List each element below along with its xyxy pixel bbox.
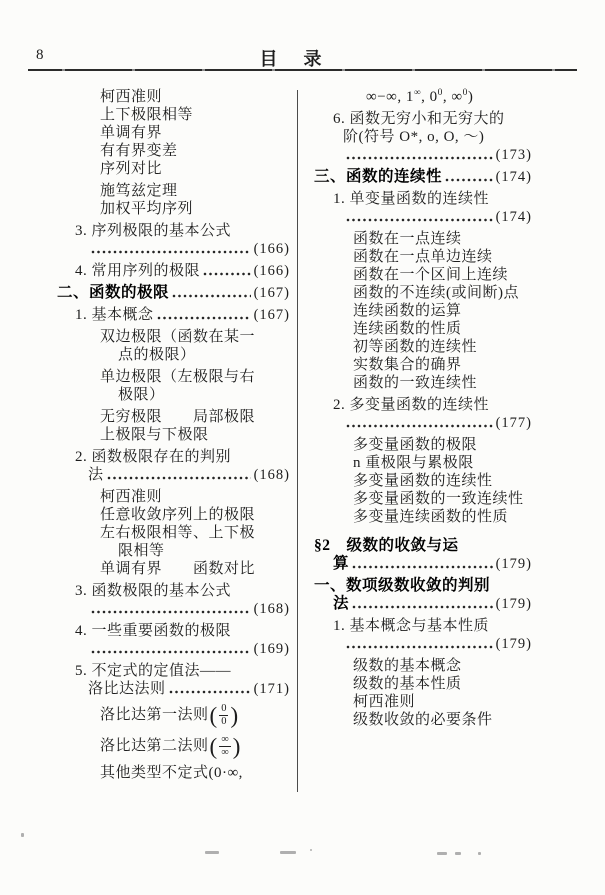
page-title: 目 录 [259, 49, 326, 69]
toc-line: 序列对比 [100, 161, 163, 177]
dot-leader [107, 476, 251, 481]
scan-artifact [455, 852, 461, 855]
header-rule [28, 69, 577, 71]
toc-line: 单边极限（左极限与右 [100, 369, 256, 385]
toc-line: 函数的一致连续性 [353, 375, 478, 391]
toc-line: ∞−∞, 1∞, $0^0$, ∞$^0$) [366, 88, 474, 105]
toc-line: 5. 不定式的定值法—— [75, 663, 232, 679]
toc-line: 洛比达第一法则 ( 0 0 ) [100, 702, 239, 728]
dot-leader [352, 605, 493, 610]
toc-line: 函数在一点连续 [353, 231, 462, 247]
toc-page-ref: (174) [495, 209, 532, 225]
toc-line: 限相等 [118, 543, 165, 559]
toc-line: 极限） [118, 387, 165, 403]
toc-line: 阶(符号 O*, o, O, ～) [343, 129, 485, 145]
toc-line [30, 600, 290, 618]
scan-artifact [310, 849, 312, 851]
toc-line: 6. 函数无穷小和无穷大的 [333, 111, 505, 127]
toc-line: 多变量函数的连续性 [353, 473, 493, 489]
toc-line: 上极限与下极限 [100, 427, 209, 443]
dot-leader [346, 424, 493, 429]
toc-line: 级数收敛的必要条件 [353, 712, 493, 728]
dot-leader [91, 610, 251, 615]
dot-leader [445, 178, 493, 183]
toc-line: 3. 函数极限的基本公式 [75, 583, 232, 599]
dot-leader [346, 645, 493, 650]
toc-page-ref: (168) [253, 467, 290, 483]
toc-column-left [30, 88, 290, 782]
toc-line: 无穷极限 局部极限 [100, 409, 256, 425]
toc-line: 3. 序列极限的基本公式 [75, 223, 232, 239]
toc-page-ref: (174) [495, 169, 532, 185]
toc-line: 函数在一个区间上连续 [353, 267, 509, 283]
toc-line: 任意收敛序列上的极限 [100, 507, 256, 523]
dot-leader [203, 272, 251, 277]
scan-artifact [21, 833, 24, 837]
toc-line: 法 (168) [88, 467, 290, 483]
toc-line [306, 208, 532, 226]
toc-line: 单调有界 [100, 125, 163, 141]
fraction: ( ∞ ∞ ) [209, 733, 241, 759]
toc-page-ref: (169) [253, 641, 290, 657]
toc-line: 施笃兹定理 [100, 183, 178, 199]
toc-line: 4. 常用序列的极限 (166) [75, 263, 290, 279]
toc-line: 多变量函数的一致连续性 [353, 491, 524, 507]
toc-line: 1. 基本概念与基本性质 [333, 618, 490, 634]
toc-line: 加权平均序列 [100, 201, 194, 217]
toc-line: 点的极限） [118, 347, 196, 363]
toc-line: 多变量函数的极限 [353, 437, 478, 453]
dot-leader [352, 565, 493, 570]
toc-page-ref: (167) [253, 307, 290, 323]
toc-line: 实数集合的确界 [353, 357, 462, 373]
toc-column-right [306, 88, 532, 729]
toc-page-ref: (167) [253, 285, 290, 301]
toc-line: 左右极限相等、上下极 [100, 525, 256, 541]
dot-leader [172, 294, 251, 299]
toc-page-ref: (168) [253, 601, 290, 617]
toc-line: 有有界变差 [100, 143, 178, 159]
toc-line: 洛比达第二法则 ( ∞ ∞ ) [100, 733, 241, 759]
toc-line: 函数在一点单边连续 [353, 249, 493, 265]
toc-page-ref: (179) [495, 636, 532, 652]
scan-artifact [437, 852, 447, 855]
scan-artifact [205, 851, 219, 854]
toc-line: 二、函数的极限 (167) [57, 284, 290, 301]
toc-line: §2 级数的收敛与运 [314, 537, 459, 554]
toc-line [30, 640, 290, 658]
toc-line: 单调有界 函数对比 [100, 561, 256, 577]
toc-line: 算 (179) [333, 555, 532, 572]
toc-line: 级数的基本性质 [353, 676, 462, 692]
toc-page-ref: (166) [253, 263, 290, 279]
toc-line: 洛比达法则 (171) [88, 681, 290, 697]
toc-line: 级数的基本概念 [353, 658, 462, 674]
toc-line: 一、数项级数收敛的判别 [314, 577, 491, 594]
toc-page-ref: (179) [495, 596, 532, 612]
toc-line: 1. 单变量函数的连续性 [333, 191, 490, 207]
dot-leader [157, 316, 251, 321]
toc-line: 其他类型不定式(0·∞, [100, 765, 243, 781]
toc-line: 2. 函数极限存在的判别 [75, 449, 232, 465]
toc-line [306, 414, 532, 432]
toc-line: 柯西准则 [100, 489, 163, 505]
column-divider [297, 90, 298, 792]
toc-line: 2. 多变量函数的连续性 [333, 397, 490, 413]
scan-artifact [478, 852, 481, 855]
toc-line: 函数的不连续(或间断)点 [353, 285, 519, 301]
dot-leader [346, 218, 493, 223]
scan-artifact [280, 851, 296, 854]
page-number: 8 [36, 47, 45, 63]
dot-leader [346, 156, 493, 161]
toc-line: 4. 一些重要函数的极限 [75, 623, 232, 639]
toc-line: 双边极限（函数在某一 [100, 329, 256, 345]
toc-line [306, 635, 532, 653]
toc-line: 连续函数的性质 [353, 321, 462, 337]
toc-page-ref: (166) [253, 241, 290, 257]
toc-line: 三、函数的连续性 (174) [314, 168, 532, 185]
toc-line: 初等函数的连续性 [353, 339, 478, 355]
fraction: ( 0 0 ) [209, 702, 239, 728]
dot-leader [91, 650, 251, 655]
toc-page-ref: (173) [495, 147, 532, 163]
toc-line: 柯西准则 [100, 89, 163, 105]
toc-line [30, 240, 290, 258]
toc-page-ref: (177) [495, 415, 532, 431]
toc-page-ref: (171) [253, 681, 290, 697]
toc-line: 柯西准则 [353, 694, 416, 710]
toc-line: 上下极限相等 [100, 107, 194, 123]
toc-line: n 重极限与累极限 [353, 455, 474, 471]
toc-line: 法 (179) [333, 595, 532, 612]
toc-line [306, 146, 532, 164]
dot-leader [91, 250, 251, 255]
toc-line: 连续函数的运算 [353, 303, 462, 319]
toc-line: 1. 基本概念 (167) [75, 307, 290, 323]
toc-line: 多变量连续函数的性质 [353, 509, 509, 525]
dot-leader [169, 690, 251, 695]
toc-page-ref: (179) [495, 556, 532, 572]
